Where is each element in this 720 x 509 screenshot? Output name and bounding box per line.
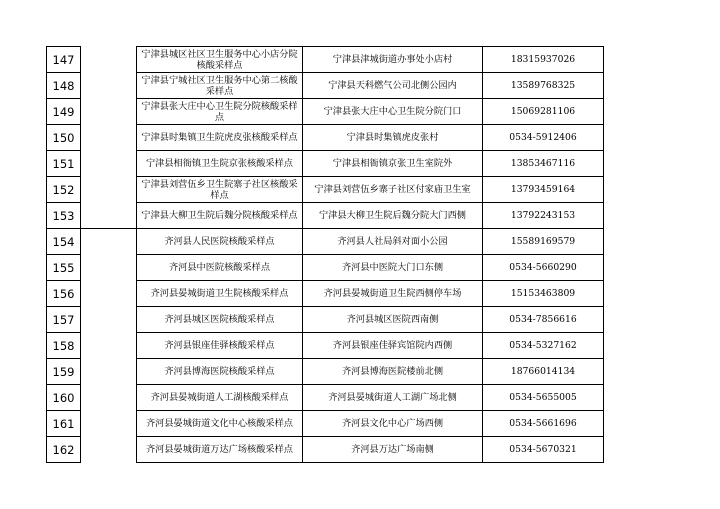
phone-cell: 0534-5661696 bbox=[509, 418, 577, 429]
address-cell: 齐河县晏城街道人工湖广场北侧 bbox=[328, 392, 457, 403]
phone-cell: 0534-5327162 bbox=[509, 340, 577, 351]
site-name-cell: 宁津县城区社区卫生服务中心小店分院核酸采样点 bbox=[141, 48, 298, 71]
column-border bbox=[603, 46, 604, 463]
site-name-cell: 齐河县银座佳驿核酸采样点 bbox=[164, 340, 275, 351]
address-cell: 齐河县博海医院楼前北侧 bbox=[341, 366, 444, 377]
row-number: 156 bbox=[52, 286, 75, 301]
site-name-cell: 齐河县城区医院核酸采样点 bbox=[164, 314, 275, 325]
row-number: 159 bbox=[52, 364, 75, 379]
site-name-cell: 齐河县人民医院核酸采样点 bbox=[164, 236, 275, 247]
row-number: 155 bbox=[52, 260, 75, 275]
site-name-cell: 齐河县晏城街道人工湖核酸采样点 bbox=[150, 392, 289, 403]
row-number: 158 bbox=[52, 338, 75, 353]
address-cell: 齐河县银座佳驿宾馆院内西侧 bbox=[332, 340, 453, 351]
phone-cell: 0534-5670321 bbox=[509, 444, 577, 455]
address-cell: 齐河县人社局斜对面小公园 bbox=[337, 236, 448, 247]
phone-cell: 0534-5660290 bbox=[509, 262, 577, 273]
row-border bbox=[136, 462, 604, 463]
site-name-cell: 宁津县相衙镇卫生院京张核酸采样点 bbox=[146, 158, 293, 169]
site-name-cell: 齐河县晏城街道万达广场核酸采样点 bbox=[146, 444, 293, 455]
group-divider bbox=[80, 228, 136, 229]
row-number: 160 bbox=[52, 390, 75, 405]
row-number: 147 bbox=[52, 52, 75, 67]
row-number: 150 bbox=[52, 130, 75, 145]
address-cell: 宁津县津城街道办事处小店村 bbox=[332, 54, 453, 65]
phone-cell: 18766014134 bbox=[510, 366, 576, 377]
phone-cell: 13793459164 bbox=[510, 184, 576, 195]
phone-cell: 0534-7856616 bbox=[509, 314, 577, 325]
phone-cell: 0534-5912406 bbox=[509, 132, 577, 143]
row-number: 148 bbox=[52, 78, 75, 93]
address-cell: 宁津县时集镇虎皮张村 bbox=[346, 132, 439, 143]
row-number: 149 bbox=[52, 104, 75, 119]
site-name-cell: 宁津县刘营伍乡卫生院寨子社区核酸采样点 bbox=[141, 178, 298, 201]
row-number: 153 bbox=[52, 208, 75, 223]
site-name-cell: 宁津县宁城社区卫生服务中心第二核酸采样点 bbox=[141, 74, 298, 97]
phone-cell: 0534-5655005 bbox=[509, 392, 577, 403]
phone-cell: 15153463809 bbox=[510, 288, 576, 299]
address-cell: 宁津县天科燃气公司北侧公园内 bbox=[328, 80, 457, 91]
row-number: 162 bbox=[52, 442, 75, 457]
site-name-cell: 宁津县张大庄中心卫生院分院核酸采样点 bbox=[141, 100, 298, 123]
address-cell: 宁津县张大庄中心卫生院分院门口 bbox=[323, 106, 462, 117]
row-number: 161 bbox=[52, 416, 75, 431]
address-cell: 齐河县文化中心广场西侧 bbox=[341, 418, 444, 429]
address-cell: 宁津县相衙镇京张卫生室院外 bbox=[332, 158, 453, 169]
address-cell: 齐河县晏城街道卫生院西侧停车场 bbox=[323, 288, 462, 299]
row-number: 154 bbox=[52, 234, 75, 249]
site-name-cell: 齐河县晏城街道文化中心核酸采样点 bbox=[146, 418, 293, 429]
phone-cell: 15589169579 bbox=[510, 236, 576, 247]
address-cell: 宁津县大柳卫生院后魏分院大门西侧 bbox=[319, 210, 466, 221]
phone-cell: 18315937026 bbox=[510, 54, 576, 65]
site-name-cell: 齐河县中医院核酸采样点 bbox=[168, 262, 271, 273]
address-cell: 齐河县万达广场南侧 bbox=[351, 444, 434, 455]
row-number: 151 bbox=[52, 156, 75, 171]
site-name-cell: 宁津县大柳卫生院后魏分院核酸采样点 bbox=[141, 210, 298, 221]
row-border bbox=[46, 462, 81, 463]
site-name-cell: 齐河县晏城街道卫生院核酸采样点 bbox=[150, 288, 289, 299]
address-cell: 齐河县中医院大门口东侧 bbox=[341, 262, 444, 273]
address-cell: 宁津县刘营伍乡寨子社区付家庙卫生室 bbox=[314, 184, 471, 195]
phone-cell: 13792243153 bbox=[510, 210, 576, 221]
row-number: 157 bbox=[52, 312, 75, 327]
row-number: 152 bbox=[52, 182, 75, 197]
column-border bbox=[80, 46, 81, 463]
address-cell: 齐河县城区医院西南侧 bbox=[346, 314, 439, 325]
site-name-cell: 宁津县时集镇卫生院虎皮张核酸采样点 bbox=[141, 132, 298, 143]
phone-cell: 15069281106 bbox=[510, 106, 576, 117]
phone-cell: 13853467116 bbox=[510, 158, 576, 169]
phone-cell: 13589768325 bbox=[510, 80, 576, 91]
site-name-cell: 齐河县博海医院核酸采样点 bbox=[164, 366, 275, 377]
